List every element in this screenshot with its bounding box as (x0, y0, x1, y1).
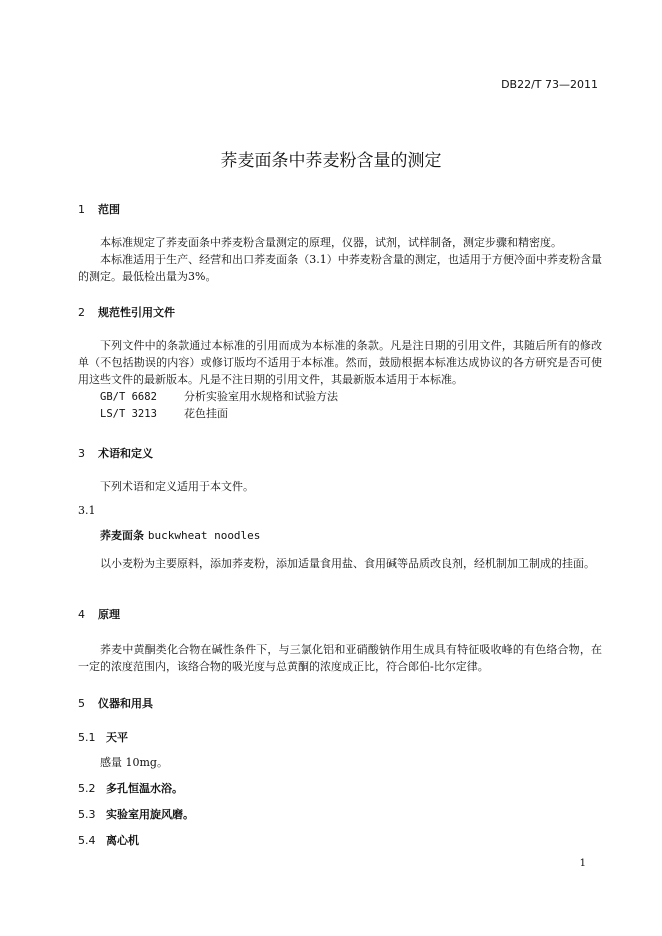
reference-title: 花色挂面 (184, 407, 228, 420)
subsection-title: 实验室用旋风磨。 (106, 808, 194, 821)
section-4-heading (78, 606, 120, 622)
section-4-paragraph: 荞麦中黄酮类化合物在碱性条件下，与三氯化铝和亚硝酸钠作用生成具有特征吸收峰的有色络合物，在一定的浓度范围内，该络合物的吸光度与总黄酮的浓度成正比，符合郎伯-比尔定律。 (78, 643, 602, 673)
term-heading (100, 527, 260, 543)
standard-number: DB22/T 73—2011 (501, 78, 598, 91)
section-title: 规范性引用文件 (98, 306, 175, 319)
section-2-heading (78, 304, 175, 320)
subsection-title: 离心机 (106, 834, 139, 847)
section-title: 原理 (98, 608, 120, 621)
subsection-number: 5.4 (78, 834, 96, 847)
subsection-5-3 (78, 806, 194, 822)
section-number: 4 (78, 608, 85, 621)
reference-item (100, 405, 228, 423)
section-number: 1 (78, 203, 85, 216)
section-1-paragraph-2: 本标准适用于生产、经营和出口荞麦面条（3.1）中荞麦粉含量的测定，也适用于方便冷面中荞麦粉含量的测定。最低检出量为3%。 (78, 253, 602, 283)
subsection-number: 5.1 (78, 731, 96, 744)
section-5-heading (78, 695, 153, 711)
subsection-number: 5.2 (78, 782, 96, 795)
term-en: buckwheat noodles (147, 529, 261, 542)
section-1-heading (78, 201, 120, 217)
section-2-paragraph: 下列文件中的条款通过本标准的引用而成为本标准的条款。凡是注日期的引用文件，其随后所有的修改单（不包括勘误的内容）或修订版均不适用于本标准。然而，鼓励根据本标准达成协议的各方研究是否可使用这些文件的最新版本。凡是不注日期的引用文件，其最新版本适用于本标准。 (78, 339, 602, 386)
subsection-title: 天平 (106, 731, 128, 744)
reference-code: GB/T 6682 (100, 391, 157, 403)
term-number: 3.1 (78, 504, 96, 517)
reference-item (100, 388, 338, 406)
term-zh: 荞麦面条 (100, 529, 144, 542)
subsection-5-4 (78, 832, 139, 848)
section-title: 术语和定义 (98, 447, 153, 460)
section-number: 5 (78, 697, 85, 710)
section-number: 3 (78, 447, 85, 460)
section-1-paragraph-1: 本标准规定了荞麦面条中荞麦粉含量测定的原理，仪器，试剂，试样制备，测定步骤和精密度。 (100, 236, 562, 249)
subsection-5-2 (78, 780, 183, 796)
section-3-heading (78, 445, 153, 461)
page-title: 荞麦面条中荞麦粉含量的测定 (220, 151, 442, 171)
subsection-title: 多孔恒温水浴。 (106, 782, 183, 795)
subsection-detail: 感量 10mg。 (100, 756, 168, 769)
reference-title: 分析实验室用水规格和试验方法 (184, 390, 338, 403)
reference-code: LS/T 3213 (100, 408, 157, 420)
section-title: 仪器和用具 (98, 697, 153, 710)
section-number: 2 (78, 306, 85, 319)
subsection-number: 5.3 (78, 808, 96, 821)
term-definition: 以小麦粉为主要原料，添加荞麦粉，添加适量食用盐、食用碱等品质改良剂，经机制加工制成的挂面。 (100, 557, 595, 570)
subsection-5-1 (78, 729, 128, 745)
section-3-paragraph: 下列术语和定义适用于本文件。 (100, 480, 254, 493)
page-number: 1 (579, 858, 586, 869)
section-title: 范围 (98, 203, 120, 216)
